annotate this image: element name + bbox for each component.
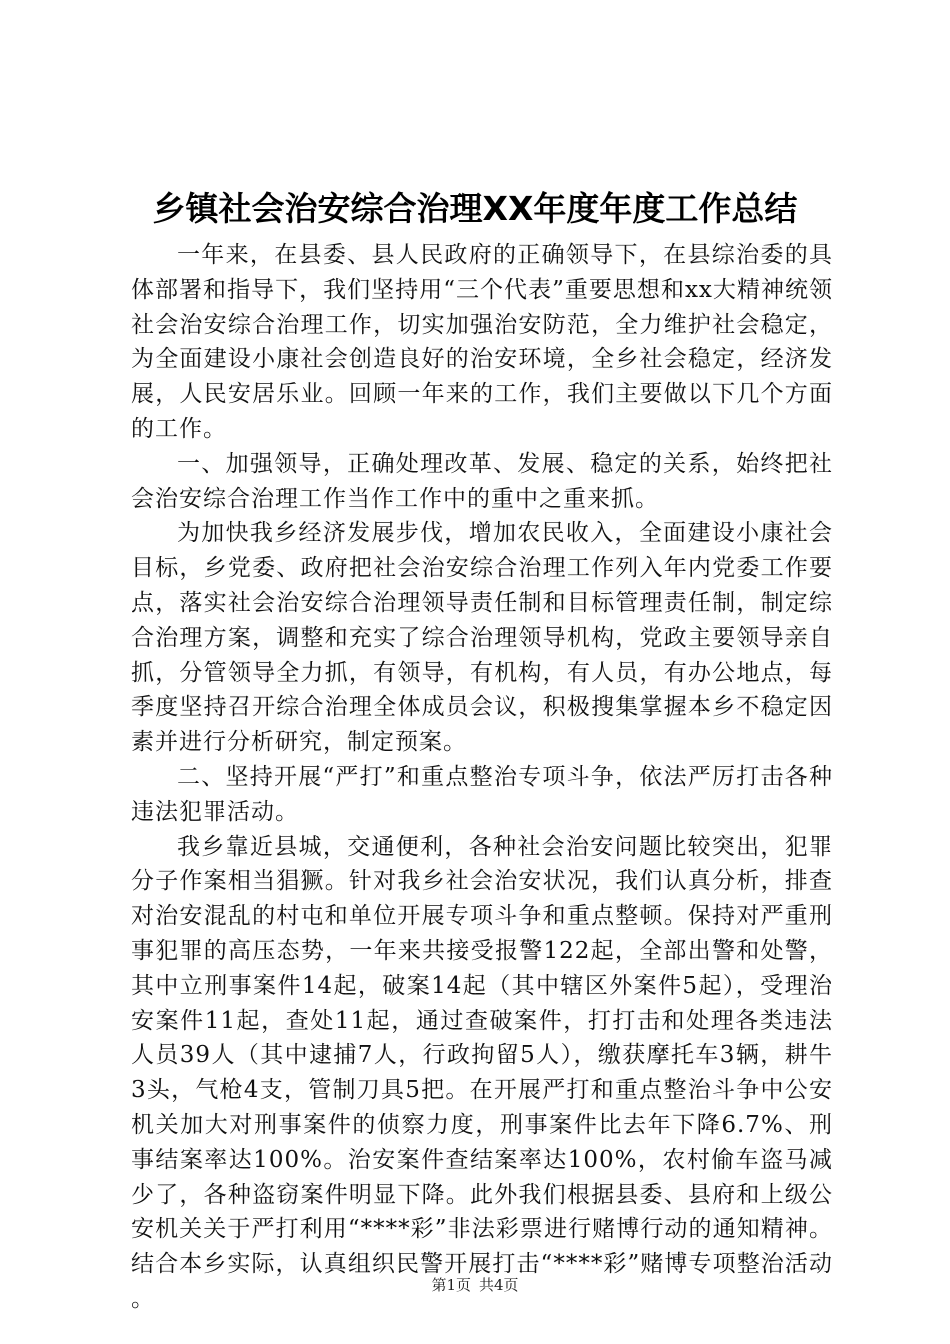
page-total: 共4页 <box>479 1276 519 1294</box>
page-footer <box>0 1275 950 1295</box>
paragraph-section-two-body: 我乡靠近县城，交通便利，各种社会治安问题比较突出，犯罪分子作案相当猖獗。针对我乡社会治安状况，我们认真分析，排查对治安混乱的村屯和单位开展专项斗争和重点整顿。保持对严重刑事犯罪的高压态势，一年来共接受报警122起，全部出警和处警，其中立刑事案件14起，破案14起（其中辖区外案件5起），受理治安案件11起，查处11起，通过查破案件，打打击和处理各类违法人员39人（其中逮捕7人，行政拘留5人），缴获摩托车3辆，耕牛3头，气枪4支，管制刀具5把。在开展严打和重点整治斗争中公安机关加大对刑事案件的侦察力度，刑事案件比去年下降6.7%、刑事结案率达100%。治安案件查结案率达100%，农村偷车盗马减少了，各种盗窃案件明显下降。此外我们根据县委、县府和上级公安机关关于严打利用“****彩”非法彩票进行赌博行动的通知精神。结合本乡实际，认真组织民警开展打击“****彩”赌博专项整治活动。 <box>131 833 833 1312</box>
document-title: 乡镇社会治安综合治理XX年度年度工作总结 <box>152 189 798 228</box>
paragraph-section-one-body: 为加快我乡经济发展步伐，增加农民收入，全面建设小康社会目标，乡党委、政府把社会治安综合治理工作列入年内党委工作要点，落实社会治安综合治理领导责任制和目标管理责任制，制定综合治理方案，调整和充实了综合治理领导机构，党政主要领导亲自抓，分管领导全力抓，有领导，有机构，有人员，有办公地点，每季度坚持召开综合治理全体成员会议，积极搜集掌握本乡不稳定因素并进行分析研究，制定预案。 <box>131 520 833 756</box>
paragraph-section-one-heading: 一、加强领导，正确处理改革、发展、稳定的关系，始终把社会治安综合治理工作当作工作中的重中之重来抓。 <box>131 450 833 512</box>
paragraph-section-two-heading: 二、坚持开展“严打”和重点整治专项斗争，依法严厉打击各种违法犯罪活动。 <box>131 763 833 825</box>
page-number: 第1页 <box>431 1276 471 1294</box>
paragraph-intro: 一年来，在县委、县人民政府的正确领导下，在县综治委的具体部署和指导下，我们坚持用“三个代表”重要思想和xx大精神统领社会治安综合治理工作，切实加强治安防范，全力维护社会稳定，为全面建设小康社会创造良好的治安环境，全乡社会稳定，经济发展，人民安居乐业。回顾一年来的工作，我们主要做以下几个方面的工作。 <box>131 242 833 442</box>
document-body <box>131 238 833 1317</box>
